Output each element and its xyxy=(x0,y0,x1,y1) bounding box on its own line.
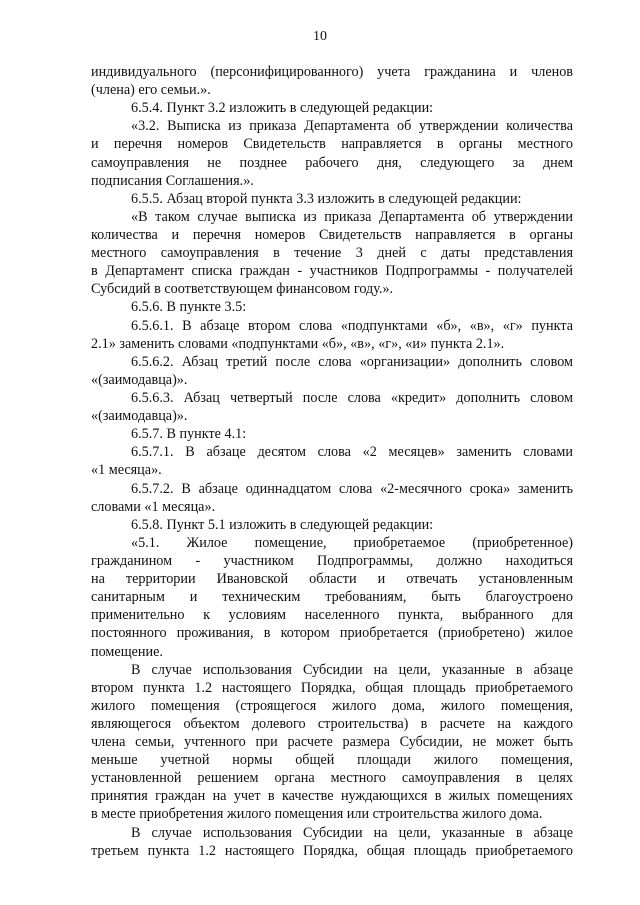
text-line: жилого помещения (строящегося жилого дома, жилого помещения, xyxy=(91,697,573,714)
text-line: являющегося объектом долевого строительства) в расчете на каждого xyxy=(91,715,573,732)
text-line: 6.5.6.2. Абзац третий после слова «организации» дополнить словом xyxy=(131,353,573,370)
page-number: 10 xyxy=(313,29,327,44)
text-line: втором пункта 1.2 настоящего Порядка, общая площадь приобретаемого xyxy=(91,679,573,696)
text-line: (члена) его семьи.». xyxy=(91,82,211,99)
text-line: «3.2. Выписка из приказа Департамента об утверждении количества xyxy=(131,118,573,135)
text-line: и перечня номеров Свидетельств направляется в органы местного xyxy=(91,136,573,153)
text-line: 6.5.4. Пункт 3.2 изложить в следующей редакции: xyxy=(131,100,434,117)
text-line: члена семьи, учтенного при расчете размера Субсидии, не может быть xyxy=(91,734,573,751)
text-line: третьем пункта 1.2 настоящего Порядка, общая площадь приобретаемого xyxy=(91,842,573,859)
text-line: постоянного проживания, в котором приобретается (приобретено) жилое xyxy=(91,625,573,642)
text-line: 6.5.6.3. Абзац четвертый после слова «кредит» дополнить словом xyxy=(131,389,573,406)
text-line: В случае использования Субсидии на цели, указанные в абзаце xyxy=(131,824,573,841)
text-line: 6.5.7.1. В абзаце десятом слова «2 месяцев» заменить словами xyxy=(131,444,573,461)
text-line: на территории Ивановской области и отвечать установленным xyxy=(91,571,573,588)
text-line: гражданином - участником Подпрограммы, должно находиться xyxy=(91,552,573,569)
text-line: подписания Соглашения.». xyxy=(91,172,254,189)
text-line: 6.5.7.2. В абзаце одиннадцатом слова «2-месячного срока» заменить xyxy=(131,480,573,497)
text-line: словами «1 месяца». xyxy=(91,498,216,515)
text-line: в Департамент списка граждан - участников Подпрограммы - получателей xyxy=(91,263,573,280)
text-line: помещение. xyxy=(91,643,163,660)
text-line: установленной решением органа местного самоуправления в целях xyxy=(91,770,573,787)
text-line: принятия граждан на учет в качестве нуждающихся в жилых помещениях xyxy=(91,788,573,805)
text-line: меньше учетной нормы общей площади жилого помещения, xyxy=(91,752,573,769)
text-line: применительно к условиям населенного пункта, выбранного для xyxy=(91,607,573,624)
text-line: «1 месяца». xyxy=(91,462,162,479)
text-line: «5.1. Жилое помещение, приобретаемое (приобретенное) xyxy=(131,534,573,551)
text-line: санитарным и техническим требованиям, быть благоустроено xyxy=(91,589,573,606)
text-line: самоуправления не позднее рабочего дня, следующего за днем xyxy=(91,154,573,171)
text-line: 6.5.6. В пункте 3.5: xyxy=(131,299,247,316)
text-line: В случае использования Субсидии на цели, указанные в абзаце xyxy=(131,661,573,678)
text-line: 2.1» заменить словами «подпунктами «б», «в», «г», «и» пункта 2.1». xyxy=(91,335,505,352)
text-line: «(заимодавца)». xyxy=(91,371,188,388)
text-line: «В таком случае выписка из приказа Департамента об утверждении xyxy=(131,208,573,225)
text-line: «(заимодавца)». xyxy=(91,408,188,425)
text-line: Субсидий в соответствующем финансовом году.». xyxy=(91,281,394,298)
text-line: в месте приобретения жилого помещения или строительства жилого дома. xyxy=(91,806,543,823)
text-line: индивидуального (персонифицированного) учета гражданина и членов xyxy=(91,64,573,80)
text-line: местного самоуправления в течение 3 дней с даты представления xyxy=(91,245,573,262)
text-line: 6.5.8. Пункт 5.1 изложить в следующей редакции: xyxy=(131,516,434,533)
text-line: количества и перечня номеров Свидетельств направляется в органы xyxy=(91,226,573,243)
text-line: 6.5.7. В пункте 4.1: xyxy=(131,426,247,443)
document-body xyxy=(91,63,573,860)
text-line: 6.5.6.1. В абзаце втором слова «подпунктами «б», «в», «г» пункта xyxy=(131,317,573,334)
text-line: 6.5.5. Абзац второй пункта 3.3 изложить в следующей редакции: xyxy=(131,190,522,207)
